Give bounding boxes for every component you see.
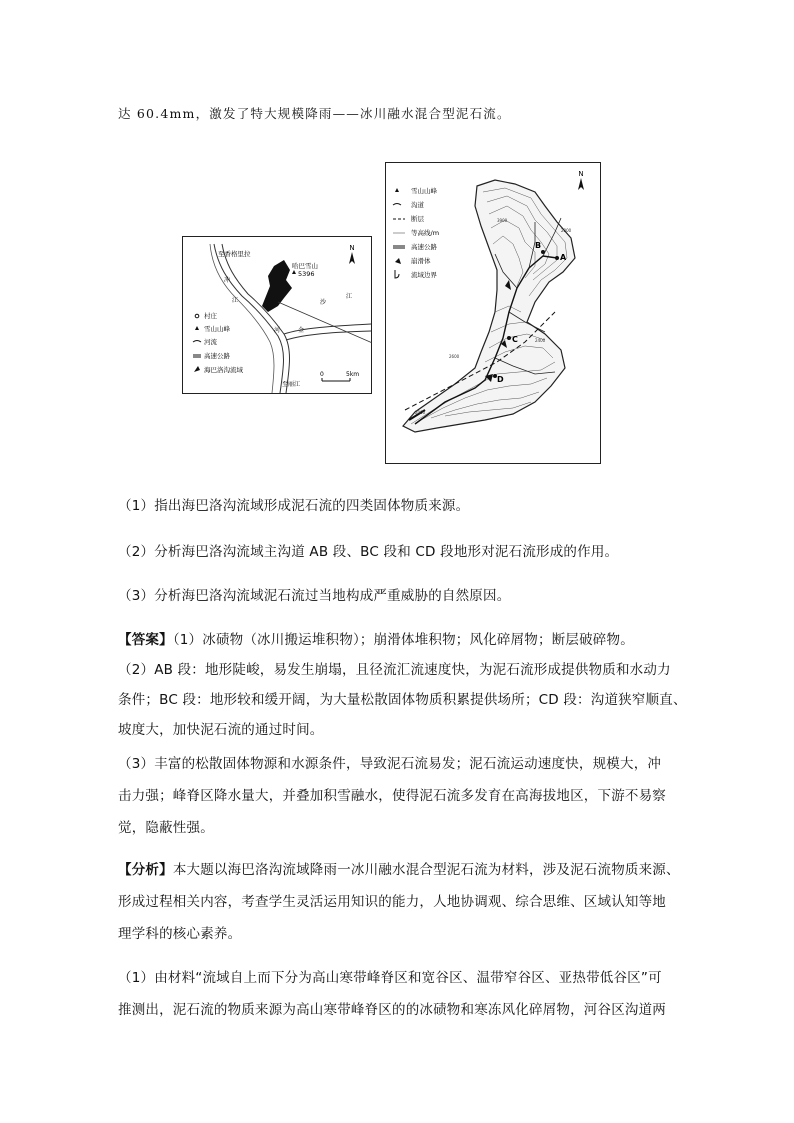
svg-text:2800: 2800 (561, 228, 572, 233)
svg-text:A: A (560, 253, 567, 262)
analysis-line-3: 理学科的核心素养。 (118, 926, 242, 942)
svg-text:2400: 2400 (535, 338, 546, 343)
answer-line-4: 坡度大，加快泥石流的通过时间。 (118, 722, 324, 738)
label-lijiang: 至丽江 (282, 381, 301, 388)
svg-text:海巴洛沟流域: 海巴洛沟流域 (204, 366, 243, 374)
svg-text:沟道: 沟道 (411, 201, 424, 209)
answer-line-3: 条件；BC 段：地形较和缓开阔，为大量松散固体物质积累提供场所；CD 段：沟道狭窄顺直、 (118, 692, 687, 708)
answer-line-7: 觉，隐蔽性强。 (118, 820, 214, 836)
svg-text:等高线/m: 等高线/m (411, 229, 440, 237)
answer-line-2: （2）AB 段：地形陡峻，易发生崩塌，且径流汇流速度快，为泥石流形成提供物质和水动力 (118, 662, 671, 678)
svg-text:河: 河 (274, 327, 281, 334)
svg-text:河流: 河流 (204, 338, 217, 346)
svg-text:C: C (512, 335, 518, 344)
analysis-detail-line-2: 推测出，泥石流的物质来源为高山寒带峰脊区的的冰碛物和寒冻风化碎屑物，河谷区沟道两 (118, 1002, 666, 1018)
answer-line-6: 击力强；峰脊区降水量大，并叠加积雪融水，使得泥石流多发育在高海拔地区，下游不易察 (118, 788, 666, 804)
svg-text:雪山山峰: 雪山山峰 (411, 187, 437, 195)
svg-text:2600: 2600 (449, 354, 460, 359)
analysis-detail-line-1: （1）由材料“流域自上而下分为高山寒带峰脊区和宽谷区、温带窄谷区、亚热带低谷区”可 (118, 970, 662, 986)
label-peak-name: 哈巴雪山 (292, 262, 318, 270)
svg-text:流域边界: 流域边界 (411, 271, 437, 279)
answer-line-5: （3）丰富的松散固体物源和水源条件，导致泥石流易发；泥石流运动速度快，规模大，冲 (118, 756, 662, 772)
svg-text:雪山山峰: 雪山山峰 (204, 325, 230, 333)
svg-text:B: B (535, 241, 542, 250)
svg-text:5km: 5km (346, 371, 360, 378)
svg-text:金: 金 (298, 327, 305, 334)
svg-text:高速公路: 高速公路 (204, 352, 230, 360)
svg-text:崩滑体: 崩滑体 (411, 257, 431, 265)
svg-text:断层: 断层 (411, 215, 424, 223)
watershed-detail-map (385, 162, 601, 464)
svg-text:江: 江 (232, 297, 239, 304)
answer-line-1: 【答案】（1）冰碛物（冰川搬运堆积物）；崩滑体堆积物；风化碎屑物；断层破碎物。 (118, 632, 634, 648)
svg-text:3900: 3900 (497, 218, 508, 223)
intro-text: 达 60.4mm，激发了特大规模降雨——冰川融水混合型泥石流。 (118, 106, 511, 121)
question-2: （2）分析海巴洛沟流域主沟道 AB 段、BC 段和 CD 段地形对泥石流形成的作用。 (118, 544, 619, 560)
label-shangri-la: 至香格里拉 (218, 250, 251, 258)
svg-text:0: 0 (320, 371, 324, 378)
question-1: （1）指出海巴洛沟流域形成泥石流的四类固体物质来源。 (118, 498, 470, 514)
svg-text:高速公路: 高速公路 (411, 243, 437, 251)
analysis-line-2: 形成过程相关内容，考查学生灵活运用知识的能力，人地协调观、综合思维、区域认知等地 (118, 894, 666, 910)
svg-text:江: 江 (346, 293, 353, 300)
analysis-line-1: 【分析】本大题以海巴洛沟流域降雨一冰川融水混合型泥石流为材料，涉及泥石流物质来源、 (118, 862, 680, 878)
svg-text:N: N (578, 170, 584, 178)
svg-text:沙: 沙 (320, 299, 327, 306)
analysis-tag: 【分析】 (118, 862, 173, 878)
svg-text:2000: 2000 (415, 410, 426, 415)
location-map (182, 236, 372, 394)
svg-text:N: N (349, 244, 355, 252)
svg-text:D: D (497, 375, 504, 384)
svg-text:村庄: 村庄 (204, 312, 217, 320)
question-3: （3）分析海巴洛沟流域泥石流过当地构成严重威胁的自然原因。 (118, 588, 511, 604)
svg-text:冲: 冲 (224, 277, 231, 284)
label-peak-elev: 5396 (298, 270, 315, 278)
answer-tag: 【答案】 (118, 632, 173, 648)
